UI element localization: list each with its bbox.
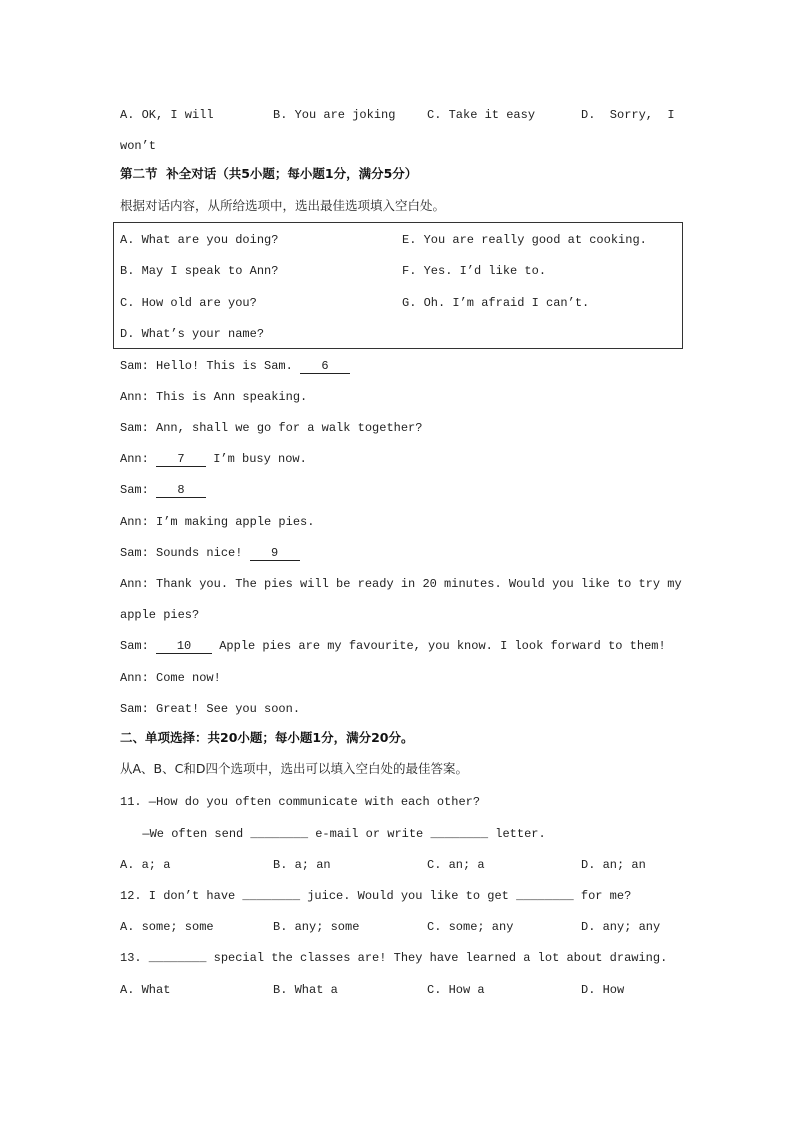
- answer-blank-8[interactable]: 8: [156, 484, 206, 498]
- q5-option-c: C. Take it easy: [427, 108, 536, 122]
- question-13: 13. ________ special the classes are! They have learned a lot about drawing.: [120, 951, 668, 965]
- q11-option-c[interactable]: C. an; a: [427, 858, 485, 872]
- dialogue-line: Ann: I’m making apple pies.: [120, 515, 315, 529]
- q13-option-d[interactable]: D. How: [581, 983, 625, 997]
- q12-option-d[interactable]: D. any; any: [581, 920, 661, 934]
- q12-option-b[interactable]: B. any; some: [273, 920, 360, 934]
- answer-blank-9[interactable]: 9: [250, 547, 300, 561]
- option-g: G. Oh. I’m afraid I can’t.: [402, 296, 590, 310]
- dialogue-line: Ann: This is Ann speaking.: [120, 390, 308, 404]
- dialogue-line: Sam: Great! See you soon.: [120, 702, 301, 716]
- dialogue-line: Ann: 7 I’m busy now.: [120, 452, 307, 466]
- answer-blank-6[interactable]: 6: [300, 360, 350, 374]
- q11-option-d[interactable]: D. an; an: [581, 858, 646, 872]
- q12-option-a[interactable]: A. some; some: [120, 920, 214, 934]
- section2-heading: 第二节 补全对话（共5小题；每小题1分，满分5分）: [120, 166, 418, 181]
- dialogue-line: Sam: Hello! This is Sam. 6: [120, 359, 350, 374]
- q5-option-d: D. Sorry, I: [581, 108, 675, 122]
- option-c: C. How old are you?: [120, 296, 257, 310]
- dialogue-line: Sam: Ann, shall we go for a walk together?: [120, 421, 423, 435]
- q11-option-a[interactable]: A. a; a: [120, 858, 171, 872]
- dialogue-line: Sam: 8: [120, 483, 206, 498]
- option-d: D. What’s your name?: [120, 327, 265, 341]
- question-11-line2: —We often send ________ e-mail or write ________ letter.: [128, 827, 546, 841]
- option-e: E. You are really good at cooking.: [402, 233, 647, 247]
- q5-option-a: A. OK, I will: [120, 108, 214, 122]
- answer-blank-7[interactable]: 7: [156, 453, 206, 467]
- option-a: A. What are you doing?: [120, 233, 279, 247]
- question-11: 11. —How do you often communicate with each other?: [120, 795, 481, 809]
- part2-heading: 二、单项选择：共20小题；每小题1分，满分20分。: [120, 730, 414, 745]
- dialogue-line: Sam: 10 Apple pies are my favourite, you know. I look forward to them!: [120, 639, 666, 653]
- q5-option-b: B. You are joking: [273, 108, 396, 122]
- option-f: F. Yes. I’d like to.: [402, 264, 547, 278]
- q13-option-b[interactable]: B. What a: [273, 983, 338, 997]
- part2-instruction: 从A、B、C和D四个选项中，选出可以填入空白处的最佳答案。: [120, 761, 468, 776]
- q12-option-c[interactable]: C. some; any: [427, 920, 514, 934]
- q13-option-c[interactable]: C. How a: [427, 983, 485, 997]
- question-12: 12. I don’t have ________ juice. Would you like to get ________ for me?: [120, 889, 632, 903]
- q11-option-b[interactable]: B. a; an: [273, 858, 331, 872]
- option-b: B. May I speak to Ann?: [120, 264, 279, 278]
- answer-blank-10[interactable]: 10: [156, 640, 212, 654]
- q13-option-a[interactable]: A. What: [120, 983, 171, 997]
- dialogue-line: Sam: Sounds nice! 9: [120, 546, 300, 561]
- dialogue-line: Ann: Thank you. The pies will be ready in 20 minutes. Would you like to try my: [120, 577, 682, 591]
- dialogue-line: Ann: Come now!: [120, 671, 221, 685]
- q5-option-d-continued: won’t: [120, 139, 157, 153]
- section2-instruction: 根据对话内容，从所给选项中，选出最佳选项填入空白处。: [120, 198, 446, 213]
- dialogue-line: apple pies?: [120, 608, 200, 622]
